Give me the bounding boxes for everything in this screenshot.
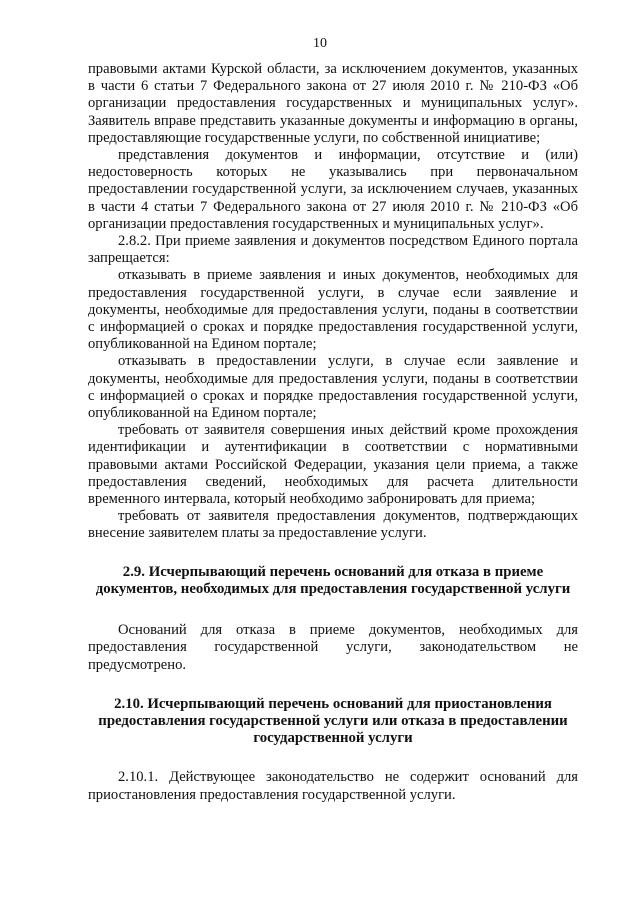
paragraph-refuse-service: отказывать в предоставлении услуги, в случае если заявление и документы, необходимые для предоставления услуги, поданы в соответствии с информацией о сроках и порядке предоставления государственной услуги, опубликованной на Едином портале; <box>88 353 578 422</box>
heading-2-10: 2.10. Исчерпывающий перечень оснований для приостановления предоставления государственной услуги или отказа в предоставлении государственной услуги <box>98 695 568 747</box>
paragraph-legal-acts: правовыми актами Курской области, за исключением документов, указанных в части 6 статьи 7 Федерального закона от 27 июля 2010 г. № 210-ФЗ «Об организации предоставления государственных и муниципальных услуг». Заявитель вправе представить указанные документы и информацию в органы, предоставляющие государственные услуги, по собственной инициативе; <box>88 61 578 146</box>
document-body <box>88 61 578 804</box>
page-number: 10 <box>313 36 327 51</box>
paragraph-documents-info: представления документов и информации, отсутствие и (или) недостоверность которых не указывались при первоначальном предоставлении государственной услуги, за исключением случаев, указанных в части 4 статьи 7 Федерального закона от 27 июля 2010 г. № 210-ФЗ «Об организации предоставления государственных и муниципальных услуг». <box>88 147 578 232</box>
paragraph-refuse-acceptance: отказывать в приеме заявления и иных документов, необходимых для предоставления государственной услуги, в случае если заявление и документы, необходимые для предоставления услуги, поданы в соответствии с информацией о сроках и порядке предоставления государственной услуги, опубликованной на Едином портале; <box>88 267 578 353</box>
paragraph-no-grounds-refusal: Оснований для отказа в приеме документов, необходимых для предоставления государственной услуги, законодательством не предусмотрено. <box>88 622 578 673</box>
paragraph-require-actions: требовать от заявителя совершения иных действий кроме прохождения идентификации и аутентификации в соответствии с нормативными правовыми актами Российской Федерации, указания цели приема, а также предоставления сведений, необходимых для расчета длительности временного интервала, который необходимо забронировать для приема; <box>88 422 578 508</box>
heading-2-9: 2.9. Исчерпывающий перечень оснований для отказа в приеме документов, необходимых для предоставления государственной услуги <box>95 563 571 597</box>
paragraph-2-8-2: 2.8.2. При приеме заявления и документов посредством Единого портала запрещается: <box>88 233 578 267</box>
paragraph-2-10-1: 2.10.1. Действующее законодательство не содержит оснований для приостановления предоставления государственной услуги. <box>88 769 578 803</box>
paragraph-require-payment-docs: требовать от заявителя предоставления документов, подтверждающих внесение заявителем платы за предоставление услуги. <box>88 508 578 542</box>
